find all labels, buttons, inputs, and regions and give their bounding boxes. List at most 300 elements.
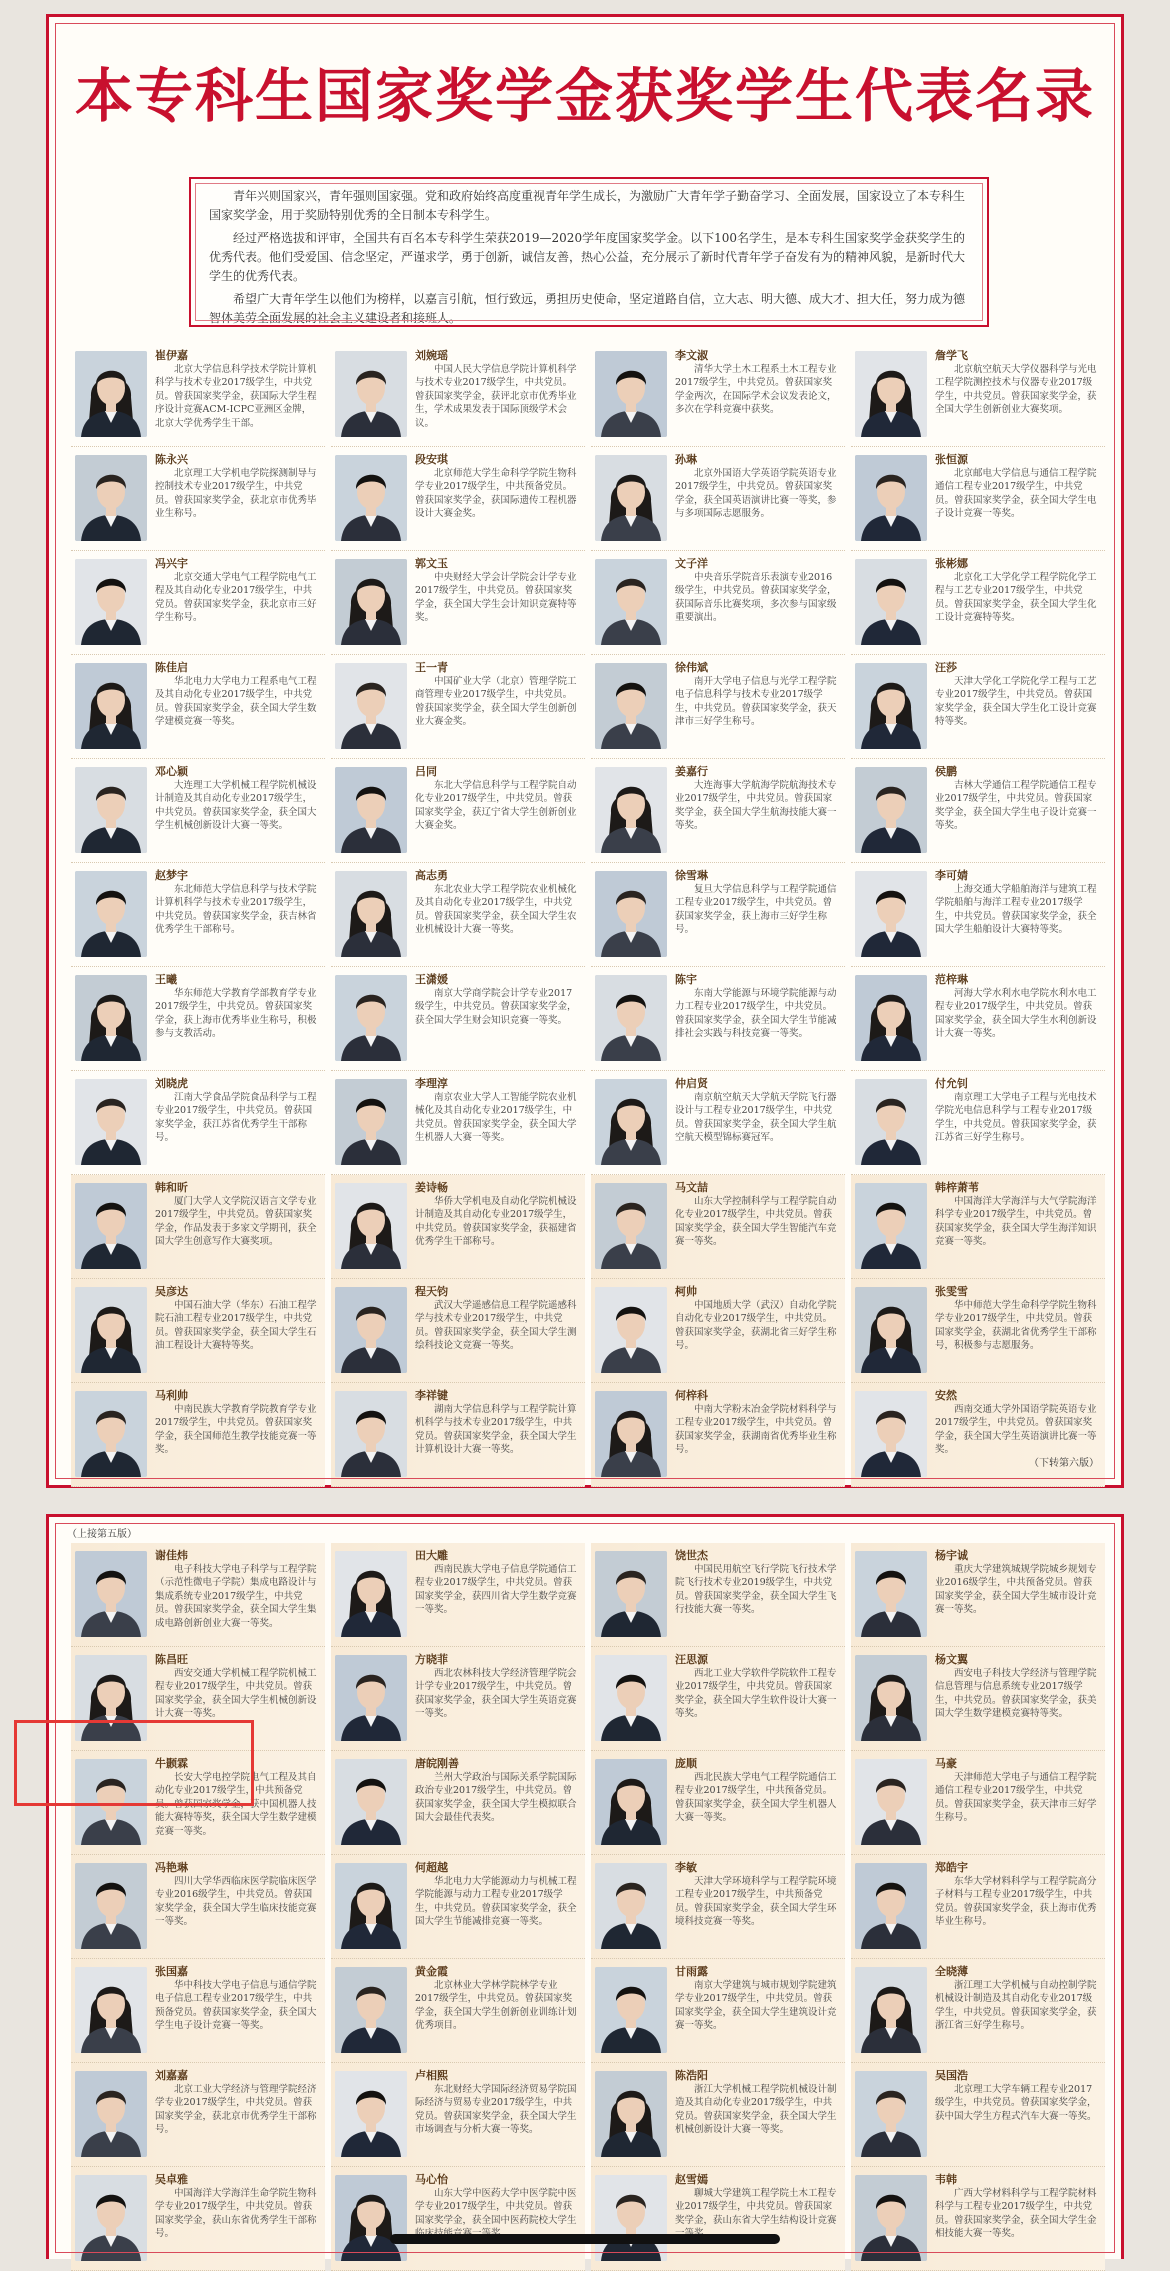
student-description: 武汉大学遥感信息工程学院遥感科学与技术专业2017级学生，中共党员。曾获国家奖学金，获全国大学生测绘科技论文竞赛一等奖。 [415, 1300, 577, 1352]
student-name: 程天钧 [415, 1285, 448, 1298]
student-name: 甘雨露 [675, 1965, 708, 1978]
student-card [331, 1383, 585, 1487]
student-name: 姜诗畅 [415, 1181, 448, 1194]
student-name: 汪莎 [935, 661, 957, 674]
student-description: 东北大学信息科学与工程学院自动化专业2017级学生，中共党员。曾获国家奖学金，获辽宁省大学生创新创业大赛金奖。 [415, 780, 577, 832]
student-description: 复旦大学信息科学与工程学院通信工程专业2017级学生，中共党员。曾获国家奖学金，获上海市三好学生称号。 [675, 884, 837, 936]
student-photo [855, 975, 927, 1061]
student-card [331, 1175, 585, 1279]
student-description: 清华大学土木工程系土木工程专业2017级学生，中共党员。曾获国家奖学金两次，在国际学术会议发表论文，多次在学科竞赛中获奖。 [675, 364, 837, 416]
student-photo [75, 455, 147, 541]
student-photo [335, 1183, 407, 1269]
student-description: 湖南大学信息科学与工程学院计算机科学与技术专业2017级学生，中共党员。曾获国家奖学金，获全国大学生计算机设计大赛一等奖。 [415, 1404, 577, 1456]
student-photo [855, 871, 927, 957]
student-photo [75, 1183, 147, 1269]
student-description: 北京师范大学生命科学学院生物科学专业2017级学生，中共预备党员。曾获国家奖学金，获国际遗传工程机器设计大赛金奖。 [415, 468, 577, 520]
student-photo [855, 1079, 927, 1165]
student-description: 天津师范大学电子与通信工程学院通信工程专业2017级学生，中共党员。曾获国家奖学金，获天津市三好学生称号。 [935, 1772, 1097, 1824]
student-card [71, 2063, 325, 2167]
student-card [331, 1279, 585, 1383]
student-description: 南开大学电子信息与光学工程学院电子信息科学与技术专业2017级学生，中共党员。曾获国家奖学金，获天津市三好学生称号。 [675, 676, 837, 728]
student-name: 李祥键 [415, 1389, 448, 1402]
student-description: 浙江大学机械工程学院机械设计制造及其自动化专业2017级学生，中共党员。曾获国家奖学金，获全国大学生机械创新设计大赛一等奖。 [675, 2084, 837, 2136]
student-photo [855, 1967, 927, 2053]
home-indicator[interactable] [390, 2234, 780, 2244]
student-description: 中国海洋大学海洋生命学院生物科学专业2017级学生，中共党员。曾获国家奖学金，获山东省优秀学生干部称号。 [155, 2188, 317, 2240]
student-card [71, 759, 325, 863]
student-photo [335, 1967, 407, 2053]
student-card [851, 551, 1105, 655]
student-card [331, 1959, 585, 2063]
student-card [71, 1751, 325, 1855]
student-card [591, 343, 845, 447]
student-name: 邓心颖 [155, 765, 188, 778]
student-description: 华中师范大学生命科学学院生物科学专业2017级学生，中共党员。曾获国家奖学金，获湖北省优秀学生干部称号，积极参与志愿服务。 [935, 1300, 1097, 1352]
student-description: 东华大学材料科学与工程学院高分子材料与工程专业2017级学生，中共党员。曾获国家奖学金，获上海市优秀毕业生称号。 [935, 1876, 1097, 1928]
student-name: 唐皖刚善 [415, 1757, 459, 1770]
student-card [331, 2063, 585, 2167]
student-name: 陈昌旺 [155, 1653, 188, 1666]
student-photo [855, 1183, 927, 1269]
student-photo [595, 1183, 667, 1269]
student-photo [335, 975, 407, 1061]
student-photo [855, 1287, 927, 1373]
student-card [591, 1959, 845, 2063]
student-card [851, 1647, 1105, 1751]
student-card [331, 759, 585, 863]
student-card [851, 1543, 1105, 1647]
student-photo [75, 351, 147, 437]
student-card [851, 1175, 1105, 1279]
student-description: 中南民族大学教育学院教育学专业2017级学生，中共党员。曾获国家奖学金，获全国师范生教学技能竞赛一等奖。 [155, 1404, 317, 1456]
student-grid-1 [71, 343, 1105, 1487]
student-name: 高志勇 [415, 869, 448, 882]
student-name: 吴国浩 [935, 2069, 968, 2082]
student-card [331, 1751, 585, 1855]
student-description: 南京农业大学人工智能学院农业机械化及其自动化专业2017级学生，中共党员。曾获国家奖学金，获全国大学生机器人大赛一等奖。 [415, 1092, 577, 1144]
student-description: 四川大学华西临床医学院临床医学专业2016级学生，中共党员。曾获国家奖学金，获全国大学生临床技能竞赛一等奖。 [155, 1876, 317, 1928]
student-description: 东北农业大学工程学院农业机械化及其自动化专业2017级学生，中共党员。曾获国家奖学金，获全国大学生农业机械设计大赛一等奖。 [415, 884, 577, 936]
student-photo [75, 1759, 147, 1845]
continued-from-note: （上接第五版） [67, 1529, 137, 1540]
student-card [851, 1279, 1105, 1383]
student-photo [855, 1391, 927, 1477]
student-description: 西安交通大学机械工程学院机械工程专业2017级学生，中共党员。曾获国家奖学金，获全国大学生机械创新设计大赛一等奖。 [155, 1668, 317, 1720]
student-photo [75, 559, 147, 645]
student-name: 吴彦达 [155, 1285, 188, 1298]
student-name: 侯鹏 [935, 765, 957, 778]
student-name: 庞顺 [675, 1757, 697, 1770]
student-description: 厦门大学人文学院汉语言文学专业2017级学生，中共党员。曾获国家奖学金，作品发表于多家文学期刊，获全国大学生创意写作大赛奖项。 [155, 1196, 317, 1248]
student-photo [75, 1655, 147, 1741]
student-description: 西南交通大学外国语学院英语专业2017级学生，中共党员。曾获国家奖学金，获全国大学生英语演讲比赛一等奖。 [935, 1404, 1097, 1456]
student-description: 中国石油大学（华东）石油工程学院石油工程专业2017级学生，中共党员。曾获国家奖学金，获全国大学生石油工程设计大赛特等奖。 [155, 1300, 317, 1352]
student-description: 中国民用航空飞行学院飞行技术学院飞行技术专业2019级学生，中共党员。曾获国家奖学金，获全国大学生飞行技能大赛一等奖。 [675, 1564, 837, 1616]
student-photo [595, 1967, 667, 2053]
student-card [851, 1071, 1105, 1175]
student-card [71, 1543, 325, 1647]
student-card [851, 1383, 1105, 1487]
student-description: 华侨大学机电及自动化学院机械设计制造及其自动化专业2017级学生，中共党员。曾获国家奖学金，获福建省优秀学生干部称号。 [415, 1196, 577, 1248]
student-card [591, 2063, 845, 2167]
student-name: 王潇媛 [415, 973, 448, 986]
student-photo [335, 2071, 407, 2157]
student-description: 浙江理工大学机械与自动控制学院机械设计制造及其自动化专业2017级学生，中共党员。曾获国家奖学金，获浙江省三好学生称号。 [935, 1980, 1097, 2032]
student-photo [335, 559, 407, 645]
student-name: 王一青 [415, 661, 448, 674]
student-card [71, 655, 325, 759]
student-name: 马心怡 [415, 2173, 448, 2186]
student-photo [335, 2175, 407, 2261]
student-name: 仲启贤 [675, 1077, 708, 1090]
student-name: 刘晓虎 [155, 1077, 188, 1090]
student-description: 西安电子科技大学经济与管理学院信息管理与信息系统专业2017级学生，中共党员。曾获国家奖学金，获美国大学生数学建模竞赛特等奖。 [935, 1668, 1097, 1720]
student-photo [855, 2071, 927, 2157]
student-name: 马文喆 [675, 1181, 708, 1194]
student-photo [595, 871, 667, 957]
student-photo [855, 767, 927, 853]
student-photo [75, 975, 147, 1061]
student-card [591, 967, 845, 1071]
student-card [331, 967, 585, 1071]
student-card [851, 655, 1105, 759]
student-name: 孙琳 [675, 453, 697, 466]
student-card [71, 447, 325, 551]
student-photo [335, 1655, 407, 1741]
student-name: 赵梦宇 [155, 869, 188, 882]
student-photo [75, 1967, 147, 2053]
student-photo [75, 1863, 147, 1949]
student-description: 河海大学水利水电学院水利水电工程专业2017级学生，中共党员。曾获国家奖学金，获全国大学生水利创新设计大赛一等奖。 [935, 988, 1097, 1040]
student-card [71, 1855, 325, 1959]
student-name: 何超越 [415, 1861, 448, 1874]
student-photo [855, 455, 927, 541]
student-description: 北京交通大学电气工程学院电气工程及其自动化专业2017级学生，中共党员。曾获国家奖学金，获北京市三好学生称号。 [155, 572, 317, 624]
student-description: 南京大学商学院会计学专业2017级学生，中共党员。曾获国家奖学金，获全国大学生财会知识竞赛一等奖。 [415, 988, 577, 1026]
student-name: 田大雕 [415, 1549, 448, 1562]
student-name: 陈永兴 [155, 453, 188, 466]
student-name: 李可婧 [935, 869, 968, 882]
student-name: 韦韩 [935, 2173, 957, 2186]
student-name: 杨文翼 [935, 1653, 968, 1666]
student-card [591, 863, 845, 967]
student-name: 詹学飞 [935, 349, 968, 362]
student-description: 天津大学环境科学与工程学院环境工程专业2017级学生，中共预备党员。曾获国家奖学金，获全国大学生环境科技竞赛一等奖。 [675, 1876, 837, 1928]
student-photo [335, 1391, 407, 1477]
student-card [71, 1647, 325, 1751]
student-description: 聊城大学建筑工程学院土木工程专业2017级学生，中共党员。曾获国家奖学金，获山东省大学生结构设计竞赛 [675, 2188, 837, 2226]
student-description: 西北工业大学软件学院软件工程专业2017级学生，中共党员。曾获国家奖学金，获全国大学生软件设计大赛一等奖。 [675, 1668, 837, 1720]
student-description: 华东师范大学教育学部教育学专业2017级学生，中共党员。曾获国家奖学金，获上海市优秀毕业生称号，积极参与支教活动。 [155, 988, 317, 1040]
student-name: 姜嘉行 [675, 765, 708, 778]
student-name: 安然 [935, 1389, 957, 1402]
student-photo [335, 1759, 407, 1845]
student-card [331, 551, 585, 655]
student-name: 刘婉瑶 [415, 349, 448, 362]
student-photo [855, 351, 927, 437]
student-description: 中国海洋大学海洋与大气学院海洋科学专业2017级学生，中共党员。曾获国家奖学金，获全国大学生海洋知识竞赛一等奖。 [935, 1196, 1097, 1248]
student-name: 张雯雪 [935, 1285, 968, 1298]
student-photo [855, 1759, 927, 1845]
student-name: 赵雪嫣 [675, 2173, 708, 2186]
student-description: 西南民族大学电子信息学院通信工程专业2017级学生，中共党员。曾获国家奖学金，获四川省大学生数学竞赛一等奖。 [415, 1564, 577, 1616]
student-card [71, 1175, 325, 1279]
student-description: 上海交通大学船舶海洋与建筑工程学院船舶与海洋工程专业2017级学生，中共党员。曾获国家奖学金，获全国大学生船舶设计大赛特等奖。 [935, 884, 1097, 936]
student-photo [595, 1391, 667, 1477]
student-name: 何梓科 [675, 1389, 708, 1402]
student-name: 付允钊 [935, 1077, 968, 1090]
student-photo [855, 1551, 927, 1637]
intro-paragraph: 经过严格选拔和评审，全国共有百名本专科学生荣获2019—2020学年度国家奖学金。以下100名学生，是本专科生国家奖学金获奖学生的优秀代表。他们受爱国、信念坚定，严谨求学，勇于创新，诚信友善，热心公益，充分展示了新时代青年学子奋发有为的精神风貌，是新时代大学生的优秀代表。 [209, 231, 966, 283]
student-description: 中国人民大学信息学院计算机科学与技术专业2017级学生，中共党员。曾获国家奖学金，获评北京市优秀毕业生，学术成果发表于国际顶级学术会议。 [415, 364, 577, 429]
student-description: 电子科技大学电子科学与工程学院（示范性微电子学院）集成电路设计与集成系统专业2017级学生，中共党员。曾获国家奖学金，获全国大学生集成电路创新创业大赛一等奖。 [155, 1564, 317, 1629]
student-card [71, 2167, 325, 2271]
student-card [851, 967, 1105, 1071]
student-description: 华中科技大学电子信息与通信学院电子信息工程专业2017级学生，中共预备党员。曾获国家奖学金，获全国大学生电子设计竞赛一等奖。 [155, 1980, 317, 2032]
student-photo [595, 2071, 667, 2157]
student-card [851, 1751, 1105, 1855]
student-description: 西北农林科技大学经济管理学院会计学专业2017级学生，中共党员。曾获国家奖学金，获全国大学生英语竞赛一等奖。 [415, 1668, 577, 1720]
student-card [851, 759, 1105, 863]
student-name: 徐雪琳 [675, 869, 708, 882]
student-name: 马利帅 [155, 1389, 188, 1402]
student-photo [595, 1551, 667, 1637]
student-description: 中国地质大学（武汉）自动化学院自动化专业2017级学生，中共党员。曾获国家奖学金，获湖北省三好学生称号。 [675, 1300, 837, 1352]
student-card [591, 1071, 845, 1175]
student-description: 北京理工大学车辆工程专业2017级学生，中共党员。曾获国家奖学金，获中国大学生方程式汽车大赛一等奖。 [935, 2084, 1097, 2122]
student-name: 文子洋 [675, 557, 708, 570]
intro-paragraph: 希望广大青年学生以他们为榜样，以嘉言引航，恒行致远，勇担历史使命，坚定道路自信，立大志、明大德、成大才、担大任，努力成为德智体美劳全面发展的社会主义建设者和接班人。 [209, 292, 966, 325]
page-title: 本专科生国家奖学金获奖学生代表名录 [74, 62, 1095, 130]
student-photo [75, 871, 147, 957]
student-photo [335, 1287, 407, 1373]
student-photo [75, 663, 147, 749]
student-photo [855, 1655, 927, 1741]
student-name: 柯帅 [675, 1285, 697, 1298]
student-card [851, 2167, 1105, 2271]
student-name: 冯兴宇 [155, 557, 188, 570]
student-card [71, 1279, 325, 1383]
student-description: 重庆大学建筑城规学院城乡规划专业2016级学生，中共预备党员。曾获国家奖学金，获全国大学生城市设计竞赛一等奖。 [935, 1564, 1097, 1616]
student-card [591, 1175, 845, 1279]
student-name: 卢相熙 [415, 2069, 448, 2082]
student-grid-2 [71, 1543, 1105, 2271]
student-description: 北京化工大学化学工程学院化学工程与工艺专业2017级学生，中共党员。曾获国家奖学金，获全国大学生化工设计竞赛特等奖。 [935, 572, 1097, 624]
student-card [331, 1855, 585, 1959]
student-name: 李敏 [675, 1861, 697, 1874]
student-description: 中国矿业大学（北京）管理学院工商管理专业2017级学生，中共党员。曾获国家奖学金，获全国大学生创新创业大赛金奖。 [415, 676, 577, 728]
student-card [591, 655, 845, 759]
student-name: 谢佳炜 [155, 1549, 188, 1562]
student-card [851, 1855, 1105, 1959]
student-name: 杨宇诚 [935, 1549, 968, 1562]
student-name: 吕同 [415, 765, 437, 778]
student-card [591, 1751, 845, 1855]
student-photo [75, 1551, 147, 1637]
student-card [71, 551, 325, 655]
student-photo [595, 975, 667, 1061]
student-photo [335, 1551, 407, 1637]
student-description: 北京大学信息科学技术学院计算机科学与技术专业2017级学生，中共党员。曾获国家奖学金，获国际大学生程序设计竞赛ACM-ICPC亚洲区金牌，北京大学优秀学生干部。 [155, 364, 317, 429]
student-photo [75, 2175, 147, 2261]
student-card [331, 1071, 585, 1175]
student-card [71, 967, 325, 1071]
student-description: 北京理工大学机电学院探测制导与控制技术专业2017级学生，中共党员。曾获国家奖学金，获北京市优秀毕业生称号。 [155, 468, 317, 520]
student-card [851, 1959, 1105, 2063]
student-name: 张彬娜 [935, 557, 968, 570]
student-photo [335, 1079, 407, 1165]
student-name: 饶世杰 [675, 1549, 708, 1562]
student-card [331, 1543, 585, 1647]
student-card [331, 863, 585, 967]
student-card [591, 1279, 845, 1383]
student-photo [595, 455, 667, 541]
student-name: 全晓薄 [935, 1965, 968, 1978]
student-photo [335, 871, 407, 957]
student-description: 华北电力大学能源动力与机械工程学院能源与动力工程专业2017级学生，中共党员。曾获国家奖学金，获全国大学生节能减排竞赛一等奖。 [415, 1876, 577, 1928]
student-name: 段安琪 [415, 453, 448, 466]
student-description: 南京理工大学电子工程与光电技术学院光电信息科学与工程专业2017级学生，中共党员。曾获国家奖学金，获江苏省三好学生称号。 [935, 1092, 1097, 1144]
student-photo [855, 559, 927, 645]
student-name: 陈宇 [675, 973, 697, 986]
newspaper-page-1 [46, 14, 1124, 1488]
student-name: 陈浩阳 [675, 2069, 708, 2082]
student-name: 范梓琳 [935, 973, 968, 986]
student-card [331, 447, 585, 551]
student-description: 大连海事大学航海学院航海技术专业2017级学生，中共党员。曾获国家奖学金，获全国大学生航海技能大赛一等奖。 [675, 780, 837, 832]
student-description: 山东大学中医药大学中医学院中医学专业2017级学生，中共党员。曾获国家奖学金，获全国中医药院校大学生 [415, 2188, 577, 2226]
student-card [331, 343, 585, 447]
student-name: 张国嘉 [155, 1965, 188, 1978]
student-photo [75, 767, 147, 853]
student-photo [595, 663, 667, 749]
student-name: 陈佳启 [155, 661, 188, 674]
student-photo [855, 1863, 927, 1949]
student-description: 北京林业大学林学院林学专业2017级学生，中共党员。曾获国家奖学金，获全国大学生创新创业训练计划优秀项目。 [415, 1980, 577, 2032]
student-name: 崔伊嘉 [155, 349, 188, 362]
student-description: 江南大学食品学院食品科学与工程专业2017级学生，中共党员。曾获国家奖学金，获江苏省优秀学生干部称号。 [155, 1092, 317, 1144]
student-description: 中央财经大学会计学院会计学专业2017级学生，中共党员。曾获国家奖学金，获全国大学生会计知识竞赛特等奖。 [415, 572, 577, 624]
student-card [591, 1543, 845, 1647]
student-photo [335, 1863, 407, 1949]
student-card [851, 343, 1105, 447]
student-card [71, 863, 325, 967]
student-photo [855, 663, 927, 749]
student-photo [595, 1655, 667, 1741]
student-name: 刘嘉嘉 [155, 2069, 188, 2082]
student-description: 广西大学材料科学与工程学院材料科学与工程专业2017级学生，中共党员。曾获国家奖学金，获全国大学生金相技能大赛一等奖。 [935, 2188, 1097, 2240]
student-description: 南京大学建筑与城市规划学院建筑学专业2017级学生，中共党员。曾获国家奖学金，获全国大学生建筑设计竞赛一等奖。 [675, 1980, 837, 2032]
student-photo [335, 663, 407, 749]
student-name: 王曦 [155, 973, 177, 986]
student-card [591, 1383, 845, 1487]
student-photo [855, 2175, 927, 2261]
intro-box [189, 177, 989, 327]
student-name: 李理淳 [415, 1077, 448, 1090]
student-card [71, 1071, 325, 1175]
student-name: 韩梓萧苇 [935, 1181, 979, 1194]
student-card [71, 1383, 325, 1487]
student-photo [595, 1287, 667, 1373]
student-description: 兰州大学政治与国际关系学院国际政治专业2017级学生，中共党员。曾获国家奖学金，获全国大学生模拟联合国大会最佳代表奖。 [415, 1772, 577, 1824]
student-name: 吴卓雅 [155, 2173, 188, 2186]
student-name: 方晓菲 [415, 1653, 448, 1666]
student-description: 东南大学能源与环境学院能源与动力工程专业2017级学生，中共党员。曾获国家奖学金，获全国大学生节能减排社会实践与科技竞赛一等奖。 [675, 988, 837, 1040]
student-name: 徐伟斌 [675, 661, 708, 674]
student-photo [595, 1759, 667, 1845]
student-description: 长安大学电控学院电气工程及其自动化专业2017级学生，中共预备党员。曾获国家奖学金，获中国机器人技能大赛特等奖，获全国大学生数学建模竞赛一等奖。 [155, 1772, 317, 1837]
student-description: 华北电力大学电力工程系电气工程及其自动化专业2017级学生，中共党员。曾获国家奖学金，获全国大学生数学建模竞赛一等奖。 [155, 676, 317, 728]
student-description: 天津大学化工学院化学工程与工艺专业2017级学生，中共党员。曾获国家奖学金，获全国大学生化工设计竞赛特等奖。 [935, 676, 1097, 728]
student-description: 西北民族大学电气工程学院通信工程专业2017级学生，中共预备党员。曾获国家奖学金，获全国大学生机器人大赛一等奖。 [675, 1772, 837, 1824]
student-description: 北京工业大学经济与管理学院经济学专业2017级学生，中共党员。曾获国家奖学金，获北京市优秀学生干部称号。 [155, 2084, 317, 2136]
student-description: 东北财经大学国际经济贸易学院国际经济与贸易专业2017级学生，中共党员。曾获国家奖学金，获全国大学生市场调查与分析大赛一等奖。 [415, 2084, 577, 2136]
student-description: 中南大学粉末冶金学院材料科学与工程专业2017级学生，中共党员。曾获国家奖学金，获湖南省优秀毕业生称号。 [675, 1404, 837, 1456]
student-description: 南京航空航天大学航天学院飞行器设计与工程专业2017级学生，中共党员。曾获国家奖学金，获全国大学生航空航天模型锦标赛冠军。 [675, 1092, 837, 1144]
student-photo [595, 559, 667, 645]
student-name: 张恒源 [935, 453, 968, 466]
student-card [851, 2063, 1105, 2167]
newspaper-page-2 [46, 1514, 1124, 2259]
student-name: 李文淑 [675, 349, 708, 362]
student-photo [595, 1079, 667, 1165]
student-photo [595, 767, 667, 853]
student-description: 北京航空航天大学仪器科学与光电工程学院测控技术与仪器专业2017级学生，中共党员。曾获国家奖学金，获全国大学生创新创业大赛奖项。 [935, 364, 1097, 416]
student-description: 吉林大学通信工程学院通信工程专业2017级学生，中共党员。曾获国家奖学金，获全国大学生电子设计竞赛一等奖。 [935, 780, 1097, 832]
student-name: 黄金霞 [415, 1965, 448, 1978]
student-name: 马豪 [935, 1757, 957, 1770]
student-card [591, 2167, 845, 2271]
student-photo [75, 1079, 147, 1165]
student-description: 山东大学控制科学与工程学院自动化专业2017级学生，中共党员。曾获国家奖学金，获全国大学生智能汽车竞赛一等奖。 [675, 1196, 837, 1248]
student-photo [595, 351, 667, 437]
continue-note: （下转第六版） [1029, 1458, 1099, 1469]
student-photo [595, 2175, 667, 2261]
student-card [591, 1855, 845, 1959]
student-card [591, 551, 845, 655]
student-name: 韩和昕 [155, 1181, 188, 1194]
student-name: 汪思源 [675, 1653, 708, 1666]
student-photo [595, 1863, 667, 1949]
student-description: 中央音乐学院音乐表演专业2016级学生，中共党员。曾获国家奖学金，获国际音乐比赛奖项，多次参与国家级重要演出。 [675, 572, 837, 624]
student-photo [335, 767, 407, 853]
student-card [331, 2167, 585, 2271]
student-card [71, 343, 325, 447]
student-name: 郭文玉 [415, 557, 448, 570]
student-card [851, 863, 1105, 967]
student-card [851, 447, 1105, 551]
student-photo [335, 351, 407, 437]
student-name: 牛颢霖 [155, 1757, 188, 1770]
intro-paragraph: 青年兴则国家兴，青年强则国家强。党和政府始终高度重视青年学生成长，为激励广大青年学子勤奋学习、全面发展，国家设立了本专科生国家奖学金，用于奖励特别优秀的全日制本专科学生。 [209, 189, 966, 222]
student-card [591, 759, 845, 863]
student-photo [75, 1391, 147, 1477]
student-description: 北京邮电大学信息与通信工程学院通信工程专业2017级学生，中共党员。曾获国家奖学金，获全国大学生电子设计竞赛一等奖。 [935, 468, 1097, 520]
student-description: 北京外国语大学英语学院英语专业2017级学生，中共党员。曾获国家奖学金，获全国英语演讲比赛一等奖，参与多项国际志愿服务。 [675, 468, 837, 520]
student-description: 东北师范大学信息科学与技术学院计算机科学与技术专业2017级学生，中共党员。曾获国家奖学金，获吉林省优秀学生干部称号。 [155, 884, 317, 936]
student-card [71, 1959, 325, 2063]
student-card [331, 655, 585, 759]
student-card [591, 1647, 845, 1751]
student-photo [75, 1287, 147, 1373]
student-photo [75, 2071, 147, 2157]
student-card [331, 1647, 585, 1751]
student-name: 郑皓宇 [935, 1861, 968, 1874]
student-name: 冯艳琳 [155, 1861, 188, 1874]
student-description: 大连理工大学机械工程学院机械设计制造及其自动化专业2017级学生，中共党员。曾获国家奖学金，获全国大学生机械创新设计大赛一等奖。 [155, 780, 317, 832]
student-photo [335, 455, 407, 541]
student-card [591, 447, 845, 551]
